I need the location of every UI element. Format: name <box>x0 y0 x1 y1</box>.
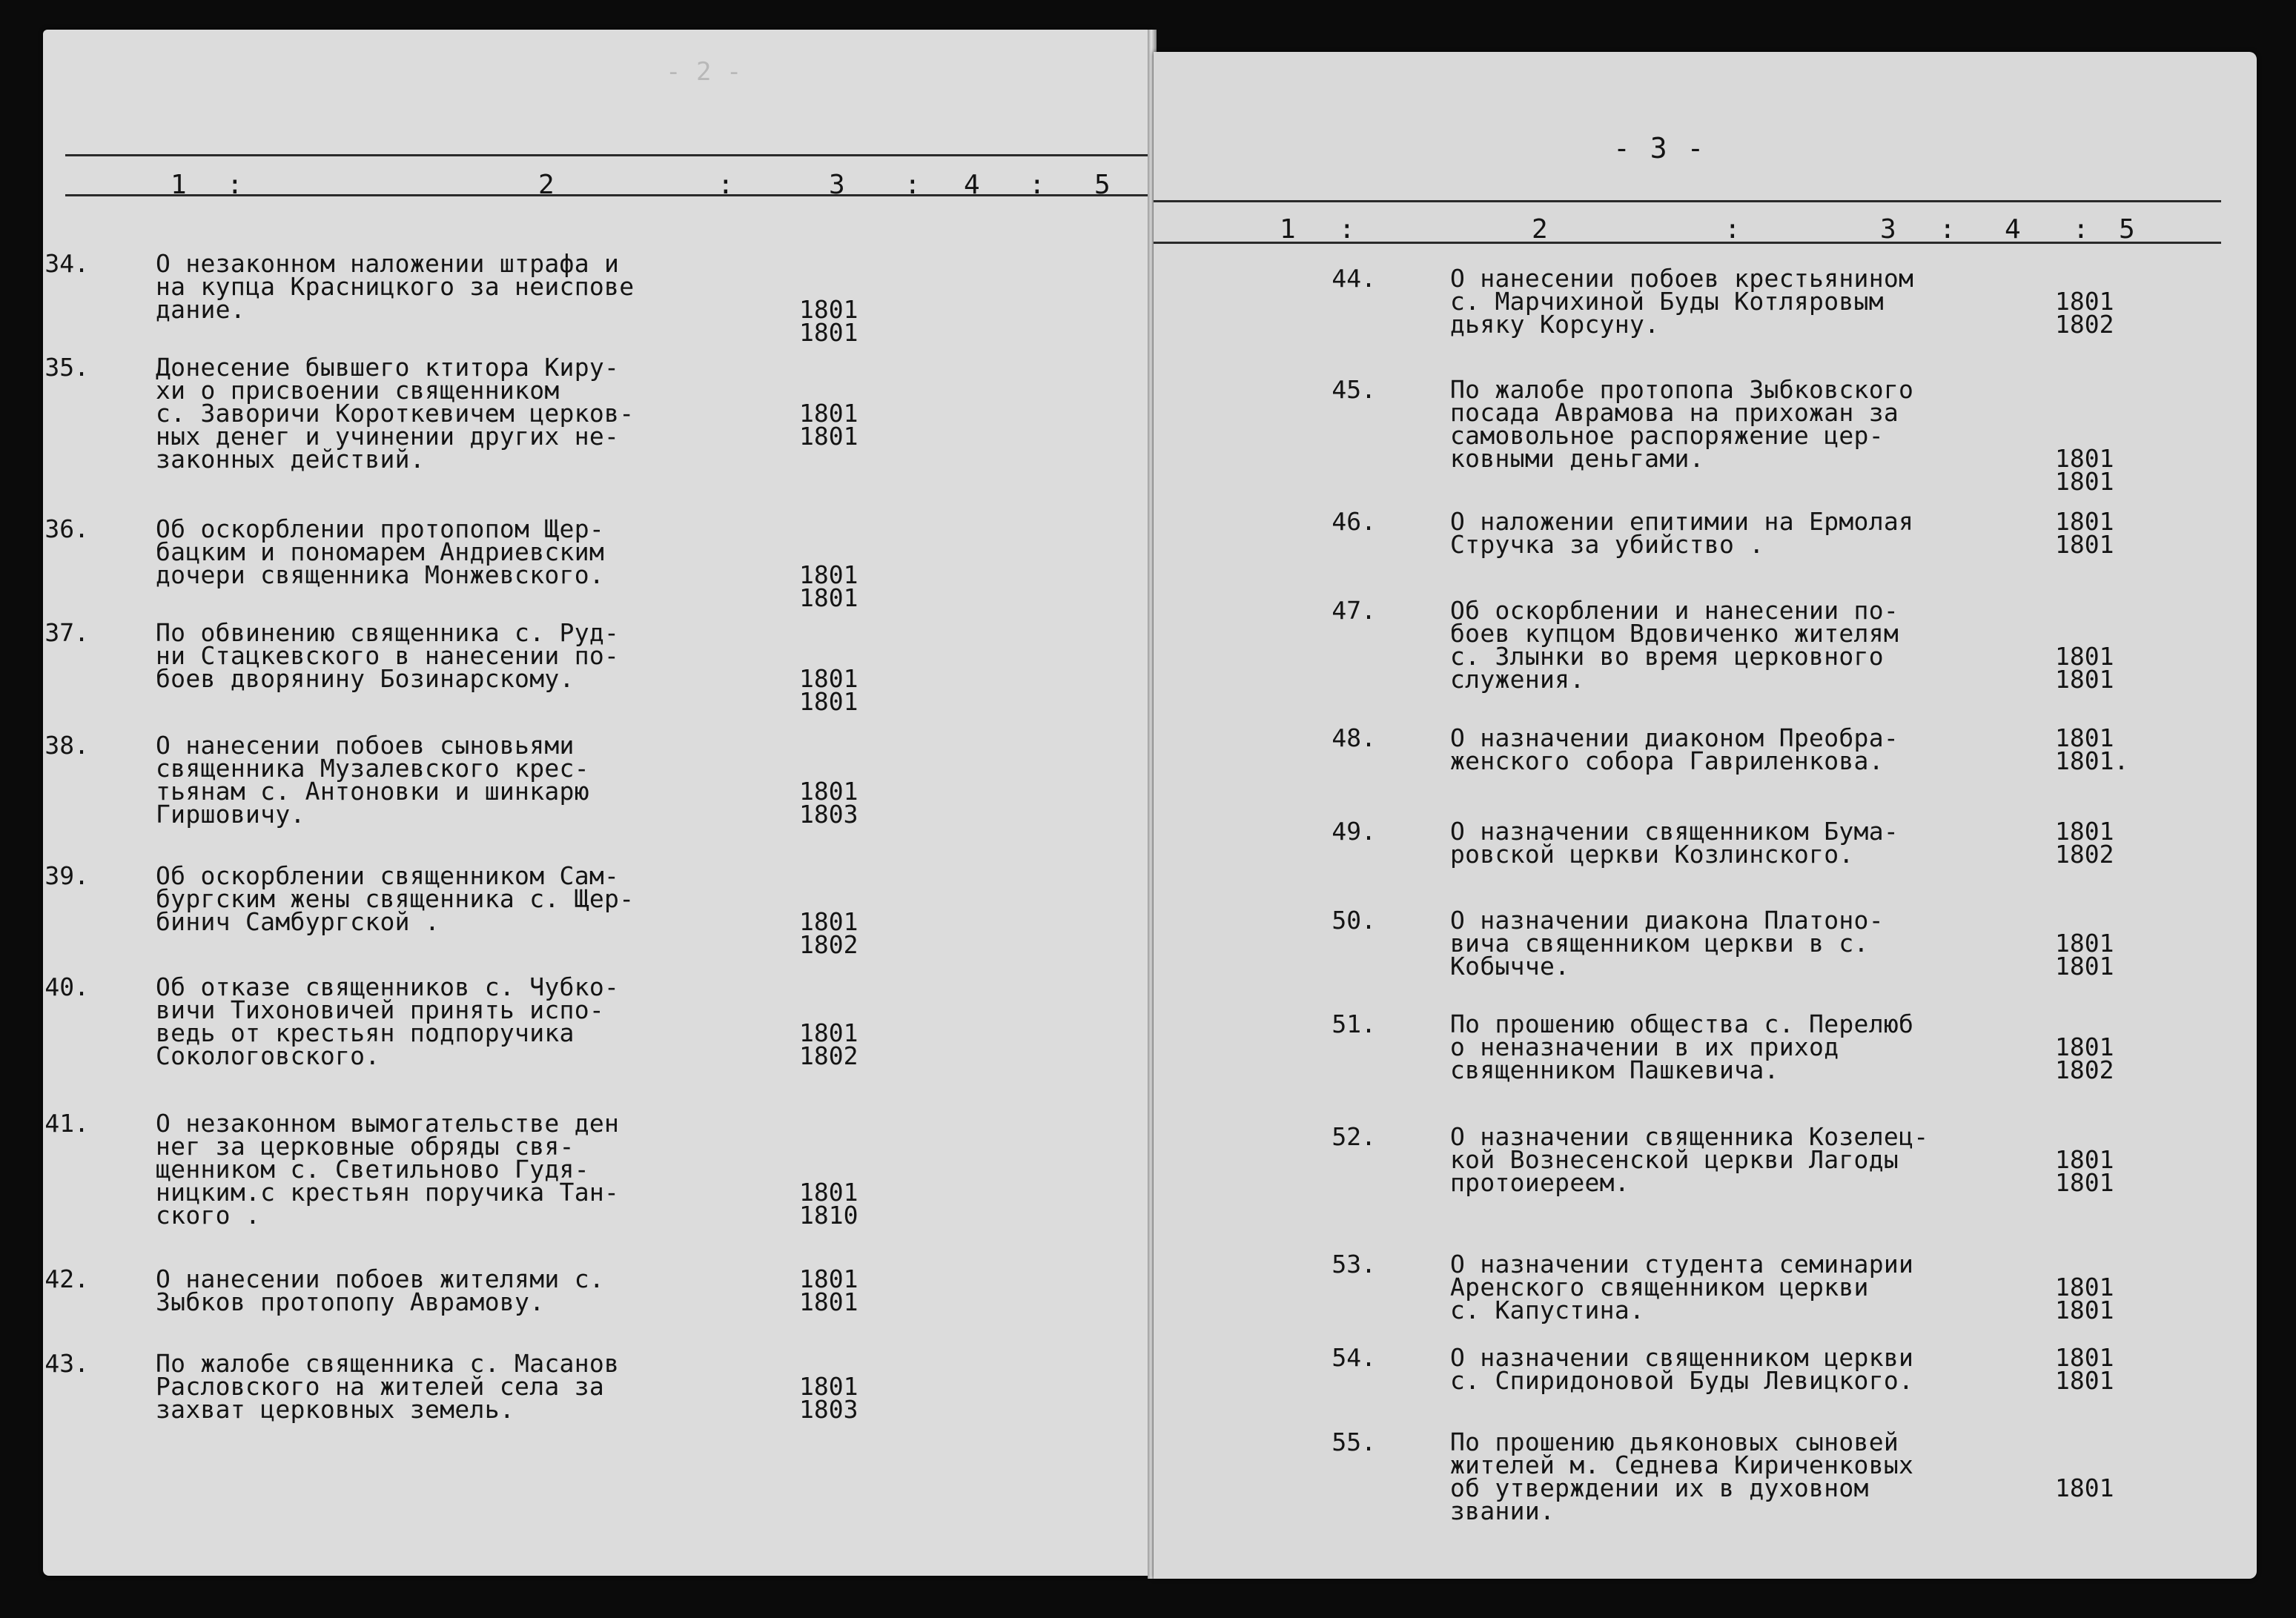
entry-start-year: 1801 <box>2055 444 2114 473</box>
entry-text-line: Аренского священником церкви <box>1450 1273 1869 1302</box>
entry-text-line: По жалобе протопопа Зыбковского <box>1450 375 1914 404</box>
register-entry <box>22 1109 1060 1234</box>
header-col-4: : <box>718 170 734 200</box>
register-entry <box>1309 1250 2296 1329</box>
entry-text-line: хи о присвоении священником <box>156 376 560 405</box>
entry-end-year: 1803 <box>799 800 858 829</box>
entry-number: 46. <box>1331 507 1376 536</box>
header-col-2: : <box>227 170 243 200</box>
header-col-7: 4 <box>964 170 980 200</box>
register-entry <box>1309 596 2296 698</box>
entry-text-line: О нанесении побоев сыновьями <box>156 731 575 760</box>
entry-text-line: жителей м. Седнева Кириченковых <box>1450 1450 1914 1479</box>
entry-start-year: 1801 <box>2055 817 2114 846</box>
entry-text-line: бацким и пономарем Андриевским <box>156 537 605 566</box>
entry-text-line: ведь от крестьян подпоручика <box>156 1018 575 1047</box>
entry-start-year: 1801 <box>799 399 858 428</box>
entry-text-line: О назначении диакона Платоно- <box>1450 906 1884 935</box>
register-entry <box>1309 375 2296 496</box>
entry-text-line: О назначении священника Козелец- <box>1450 1122 1929 1151</box>
entry-number: 50. <box>1331 906 1376 935</box>
entry-number: 52. <box>1331 1122 1376 1151</box>
entry-text-line: с. Марчихиной Буды Котляровым <box>1450 287 1884 316</box>
entry-number: 41. <box>44 1109 89 1138</box>
header-top-rule <box>1154 200 2221 202</box>
entry-text-line: бургским жены священника с. Щер- <box>156 884 635 913</box>
entry-text-line: Об отказе священников с. Чубко- <box>156 972 620 1001</box>
entry-text-line: боев дворянину Бозинарскому. <box>156 664 575 693</box>
entry-text-line: Кобычче. <box>1450 952 1570 981</box>
entry-text-line: дочери священника Монжевского. <box>156 560 605 589</box>
entry-text-line: на купца Красницкого за неиспове <box>156 272 635 301</box>
header-col-9: 5 <box>2119 214 2135 245</box>
entry-start-year: 1801 <box>2055 507 2114 536</box>
entry-text-line: Зыбков протопопу Аврамову. <box>156 1287 545 1316</box>
register-entry <box>1309 1122 2296 1201</box>
register-entry <box>1309 1009 2296 1089</box>
header-col-2: : <box>1339 214 1355 245</box>
header-col-6: : <box>904 170 921 200</box>
entry-number: 55. <box>1331 1428 1376 1456</box>
register-entry <box>22 731 1060 833</box>
entry-text-line: ных денег и учинении других не- <box>156 422 620 451</box>
entry-text-line: О незаконном вымогательстве ден <box>156 1109 620 1138</box>
entry-text-line: По жалобе священника с. Масанов <box>156 1349 620 1378</box>
entry-start-year: 1801 <box>2055 1273 2114 1302</box>
register-entry <box>1309 264 2296 343</box>
entry-text-line: ницким.с крестьян поручика Тан- <box>156 1178 620 1207</box>
entry-text-line: О незаконном наложении штрафа и <box>156 249 620 278</box>
entry-end-year: 1802 <box>2055 1055 2114 1084</box>
entry-text-line: Сокологовского. <box>156 1041 380 1070</box>
header-col-8: : <box>1029 170 1045 200</box>
entry-start-year: 1801 <box>2055 929 2114 958</box>
entry-number: 48. <box>1331 723 1376 752</box>
register-entry <box>1309 1430 2296 1530</box>
entry-text-line: звании. <box>1450 1496 1555 1525</box>
entry-start-year: 1801 <box>799 1018 858 1047</box>
entry-end-year: 1801 <box>2055 1296 2114 1324</box>
entry-text-line: женского собора Гавриленкова. <box>1450 746 1884 775</box>
register-entry <box>22 618 1060 716</box>
entry-start-year: 1801 <box>2055 642 2114 671</box>
entry-text-line: О нанесении побоев крестьянином <box>1450 264 1914 293</box>
entry-text-line: с. Заворичи Короткевичем церков- <box>156 399 635 428</box>
entry-end-year: 1801 <box>2055 530 2114 559</box>
entry-start-year: 1801 <box>2055 723 2114 752</box>
entry-start-year: 1801 <box>799 777 858 806</box>
register-entry <box>1309 817 2296 873</box>
entry-start-year: 1801 <box>2055 1032 2114 1061</box>
entry-text-line: вича священником церкви в с. <box>1450 929 1869 958</box>
entry-number: 47. <box>1331 596 1376 625</box>
entry-text-line: По прошению общества с. Перелюб <box>1450 1009 1914 1038</box>
entry-number: 40. <box>44 972 89 1001</box>
entry-end-year: 1802 <box>2055 310 2114 339</box>
entry-end-year: 1801 <box>799 1287 858 1316</box>
entry-end-year: 1801 <box>2055 952 2114 981</box>
entry-end-year: 1801 <box>2055 665 2114 694</box>
entry-end-year: 1801 <box>799 318 858 347</box>
entry-text-line: О назначении священником церкви <box>1450 1343 1914 1372</box>
entry-number: 43. <box>44 1349 89 1378</box>
register-entry <box>22 353 1060 478</box>
entry-text-line: Стручка за убийство . <box>1450 530 1764 559</box>
entry-start-year: 1801 <box>799 1372 858 1401</box>
entry-number: 45. <box>1331 375 1376 404</box>
register-entry <box>22 1264 1060 1321</box>
left-page <box>43 30 1149 1576</box>
entry-text-line: посада Аврамова на прихожан за <box>1450 398 1899 427</box>
entry-text-line: дьяку Корсуну. <box>1450 310 1660 339</box>
entry-start-year: 1801 <box>799 664 858 693</box>
entry-end-year: 1802 <box>799 1041 858 1070</box>
register-entry <box>1309 906 2296 985</box>
entry-number: 39. <box>44 861 89 890</box>
page-number: - 3 - <box>1613 132 1706 165</box>
ghost-page-number: - 2 - <box>666 57 742 87</box>
entry-end-year: 1801 <box>2055 467 2114 496</box>
entry-text-line: протоиереем. <box>1450 1168 1630 1197</box>
entry-text-line: ровской церкви Козлинского. <box>1450 840 1854 869</box>
entry-text-line: Донесение бывшего ктитора Киру- <box>156 353 620 382</box>
header-col-3: 2 <box>538 170 555 200</box>
entry-text-line: О нанесении побоев жителями с. <box>156 1264 605 1293</box>
entry-text-line: ского . <box>156 1201 261 1230</box>
entry-text-line: вичи Тихоновичей принять испо- <box>156 995 605 1024</box>
entry-text-line: священника Музалевского крес- <box>156 754 589 783</box>
header-col-1: 1 <box>1280 214 1296 245</box>
register-entry <box>22 972 1060 1075</box>
entry-text-line: щенником с. Светильново Гудя- <box>156 1155 589 1184</box>
entry-number: 36. <box>44 514 89 543</box>
entry-end-year: 1801 <box>799 422 858 451</box>
header-top-rule <box>65 154 1149 156</box>
entry-start-year: 1801 <box>799 1264 858 1293</box>
entry-end-year: 1801 <box>799 687 858 716</box>
register-entry <box>1309 1343 2296 1399</box>
entry-number: 53. <box>1331 1250 1376 1279</box>
entry-end-year: 1801 <box>799 583 858 612</box>
register-entry <box>1309 723 2296 780</box>
register-entry <box>1309 507 2296 563</box>
header-col-7: 4 <box>2005 214 2021 245</box>
header-col-8: : <box>2073 214 2089 245</box>
entry-start-year: 1801 <box>2055 287 2114 316</box>
entry-text-line: Об оскорблении протопопом Щер- <box>156 514 605 543</box>
entry-start-year: 1801 <box>799 1178 858 1207</box>
entry-start-year: 1801 <box>799 295 858 324</box>
entry-end-year: 1801 <box>2055 1366 2114 1395</box>
entry-number: 44. <box>1331 264 1376 293</box>
entry-start-year: 1801 <box>2055 1145 2114 1174</box>
entry-text-line: кой Вознесенской церкви Лагоды <box>1450 1145 1899 1174</box>
entry-text-line: боев купцом Вдовиченко жителям <box>1450 619 1899 648</box>
header-bottom-rule <box>1154 242 2221 244</box>
header-col-6: : <box>1939 214 1956 245</box>
entry-text-line: дание. <box>156 295 246 324</box>
entry-text-line: О назначении студента семинарии <box>1450 1250 1914 1279</box>
entry-number: 37. <box>44 618 89 647</box>
header-col-1: 1 <box>171 170 187 200</box>
entry-text-line: законных действий. <box>156 445 426 474</box>
entry-text-line: бинич Самбургской . <box>156 907 440 936</box>
entry-text-line: По обвинению священника с. Руд- <box>156 618 620 647</box>
header-col-3: 2 <box>1532 214 1548 245</box>
entry-text-line: Расловского на жителей села за <box>156 1372 605 1401</box>
header-col-9: 5 <box>1094 170 1111 200</box>
entry-text-line: Об оскорблении и нанесении по- <box>1450 596 1899 625</box>
header-col-5: 3 <box>1880 214 1896 245</box>
entry-text-line: О назначении диаконом Преобра- <box>1450 723 1899 752</box>
right-page <box>1154 52 2257 1579</box>
entry-end-year: 1801. <box>2055 746 2129 775</box>
entry-text-line: захват церковных земель. <box>156 1395 515 1424</box>
entry-end-year: 1801 <box>2055 1168 2114 1197</box>
entry-number: 54. <box>1331 1343 1376 1372</box>
entry-end-year: 1803 <box>799 1395 858 1424</box>
header-col-5: 3 <box>829 170 845 200</box>
entry-end-year: 1802 <box>2055 840 2114 869</box>
entry-text-line: священником Пашкевича. <box>1450 1055 1779 1084</box>
entry-number: 38. <box>44 731 89 760</box>
entry-number: 42. <box>44 1264 89 1293</box>
entry-end-year: 1802 <box>799 930 858 959</box>
entry-text-line: Гиршовичу. <box>156 800 305 829</box>
entry-start-year: 1801 <box>2055 1473 2114 1502</box>
entry-text-line: Об оскорблении священником Сам- <box>156 861 620 890</box>
entry-start-year: 1801 <box>2055 1343 2114 1372</box>
register-entry <box>22 514 1060 612</box>
entry-number: 35. <box>44 353 89 382</box>
entry-end-year: 1810 <box>799 1201 858 1230</box>
entry-text-line: нег за церковные обряды свя- <box>156 1132 575 1161</box>
entry-number: 34. <box>44 249 89 278</box>
header-col-4: : <box>1724 214 1741 245</box>
entry-text-line: с. Спиридоновой Буды Левицкого. <box>1450 1366 1914 1395</box>
entry-number: 51. <box>1331 1009 1376 1038</box>
entry-text-line: О назначении священником Бума- <box>1450 817 1899 846</box>
entry-start-year: 1801 <box>799 907 858 936</box>
entry-number: 49. <box>1331 817 1376 846</box>
entry-text-line: ковными деньгами. <box>1450 444 1704 473</box>
entry-text-line: с. Капустина. <box>1450 1296 1645 1324</box>
entry-text-line: самовольное распоряжение цер- <box>1450 421 1884 450</box>
entry-text-line: По прошению дьяконовых сыновей <box>1450 1428 1899 1456</box>
register-entry <box>22 249 1060 347</box>
entry-start-year: 1801 <box>799 560 858 589</box>
entry-text-line: О наложении епитимии на Ермолая <box>1450 507 1914 536</box>
entry-text-line: о неназначении в их приход <box>1450 1032 1839 1061</box>
entry-text-line: ни Стацкевского в нанесении по- <box>156 641 620 670</box>
entry-text-line: служения. <box>1450 665 1585 694</box>
entry-text-line: об утверждении их в духовном <box>1450 1473 1869 1502</box>
entry-text-line: с. Злынки во время церковного <box>1450 642 1884 671</box>
entry-text-line: тьянам с. Антоновки и шинкарю <box>156 777 589 806</box>
register-entry <box>22 1349 1060 1428</box>
register-entry <box>22 861 1060 959</box>
